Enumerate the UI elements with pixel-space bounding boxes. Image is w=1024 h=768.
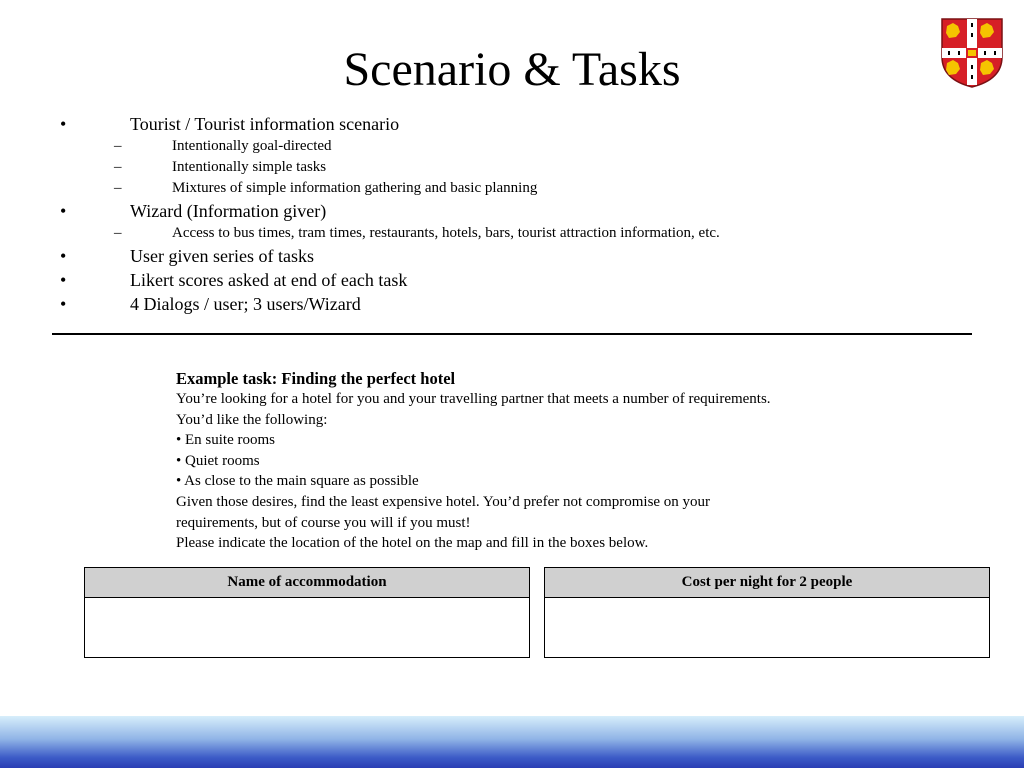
cost-per-night-field[interactable]: [545, 598, 989, 657]
university-crest-icon: [940, 17, 1004, 89]
task-heading: Example task: Finding the perfect hotel: [176, 369, 456, 388]
bullet-text: Tourist / Tourist information scenario: [130, 114, 400, 134]
bullet-marker: –: [114, 159, 122, 175]
bullet-marker: •: [60, 270, 67, 290]
task-line: Given those desires, find the least expensive hotel. You’d prefer not compromise on your: [176, 493, 711, 510]
bullet-marker: •: [60, 114, 67, 134]
task-line: • As close to the main square as possible: [176, 473, 419, 490]
accommodation-name-box: [84, 567, 530, 658]
bullet-item: [0, 199, 1024, 223]
bullet-marker: –: [114, 180, 122, 196]
bullet-item: [0, 268, 1024, 292]
cost-per-night-header: Cost per night for 2 people: [545, 568, 989, 598]
bullet-list: [0, 112, 1024, 316]
bullet-marker: •: [60, 201, 67, 221]
accommodation-name-field[interactable]: [85, 598, 529, 657]
footer-gradient-bar: [0, 716, 1024, 768]
bullet-text: Access to bus times, tram times, restaurants, hotels, bars, tourist attraction information, etc.: [172, 225, 720, 241]
sub-bullet-item: [0, 178, 1024, 199]
task-line: You’re looking for a hotel for you and your travelling partner that meets a number of requirements.: [176, 391, 771, 407]
bullet-text: Intentionally goal-directed: [172, 138, 332, 154]
sub-bullet-item: [0, 157, 1024, 178]
slide-title: Scenario & Tasks: [343, 43, 681, 96]
bullet-text: User given series of tasks: [130, 246, 314, 266]
bullet-marker: –: [114, 225, 122, 241]
bullet-text: Likert scores asked at end of each task: [130, 270, 408, 290]
bullet-text: Mixtures of simple information gathering and basic planning: [172, 180, 538, 196]
task-line: Please indicate the location of the hotel on the map and fill in the boxes below.: [176, 535, 649, 552]
task-line: You’d like the following:: [176, 411, 328, 428]
example-task: [176, 368, 936, 554]
bullet-item: [0, 112, 1024, 136]
task-line: • Quiet rooms: [176, 452, 260, 469]
bullet-text: Intentionally simple tasks: [172, 159, 327, 175]
sub-bullet-item: [0, 223, 1024, 244]
cost-per-night-box: [544, 567, 990, 658]
bullet-marker: –: [114, 138, 122, 154]
bullet-text: 4 Dialogs / user; 3 users/Wizard: [130, 294, 361, 314]
divider: [52, 333, 972, 335]
bullet-text: Wizard (Information giver): [130, 201, 327, 221]
bullet-item: [0, 292, 1024, 316]
sub-bullet-item: [0, 136, 1024, 157]
accommodation-name-header: Name of accommodation: [85, 568, 529, 598]
task-line: • En suite rooms: [176, 432, 275, 449]
bullet-item: [0, 244, 1024, 268]
task-line: requirements, but of course you will if you must!: [176, 514, 471, 531]
bullet-marker: •: [60, 246, 67, 266]
bullet-marker: •: [60, 294, 67, 314]
